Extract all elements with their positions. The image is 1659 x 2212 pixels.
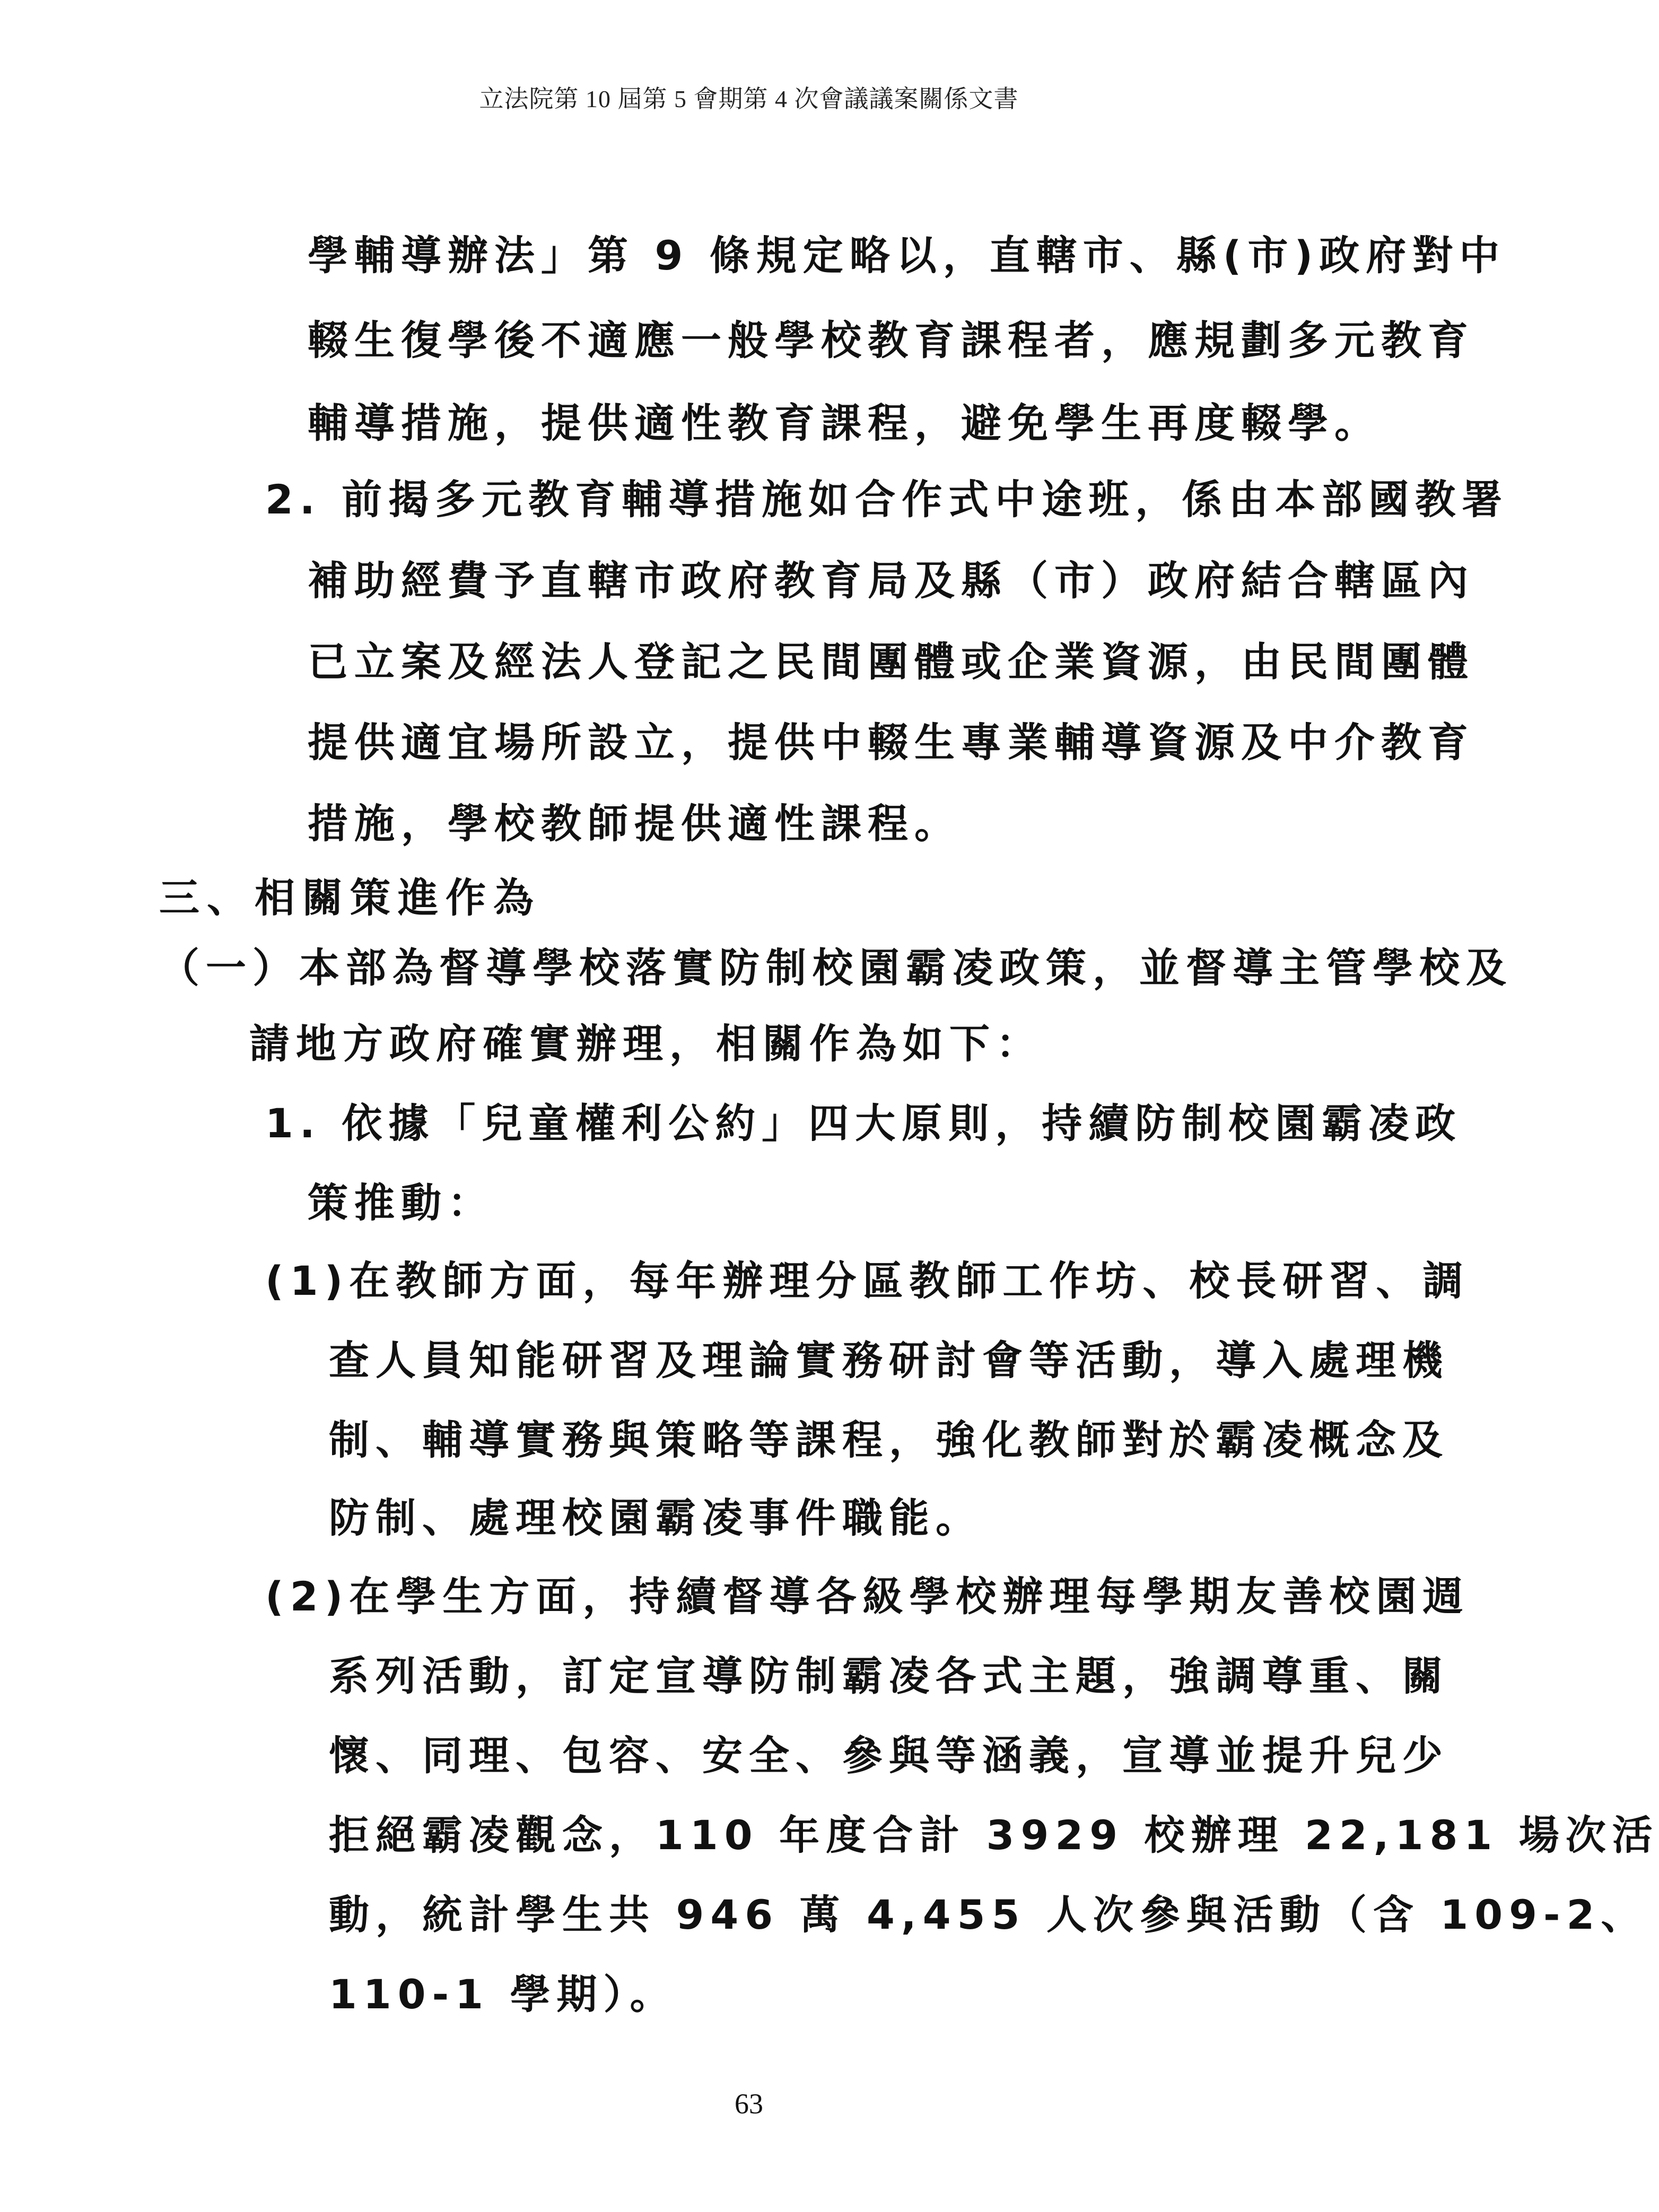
- body-line: 策推動：: [308, 1179, 494, 1226]
- body-line: 系列活動，訂定宣導防制霸凌各式主題，強調尊重、關: [329, 1652, 1449, 1700]
- body-line: 制、輔導實務與策略等課程，強化教師對於霸凌概念及: [329, 1416, 1449, 1464]
- body-line: 查人員知能研習及理論實務研討會等活動，導入處理機: [329, 1337, 1449, 1384]
- body-line: 110-1 學期）。: [329, 1971, 677, 2018]
- body-line: 防制、處理校園霸凌事件職能。: [329, 1494, 982, 1542]
- body-line: 措施，學校教師提供適性課程。: [308, 800, 961, 847]
- list-item-1: 1. 依據「兒童權利公約」四大原則，持續防制校園霸凌政: [265, 1100, 1462, 1147]
- section-heading: 三、相關策進作為: [159, 874, 541, 921]
- subsection-1: （一）本部為督導學校落實防制校園霸凌政策，並督導主管學校及: [159, 944, 1513, 991]
- body-line: 請地方政府確實辦理，相關作為如下：: [249, 1020, 1043, 1067]
- body-line: 已立案及經法人登記之民間團體或企業資源，由民間團體: [308, 638, 1474, 685]
- list-item-2: 2. 前揭多元教育輔導措施如合作式中途班，係由本部國教署: [265, 476, 1509, 523]
- body-line: 學輔導辦法」第 9 條規定略以，直轄市、縣(市)政府對中: [308, 232, 1506, 279]
- body-line: 輟生復學後不適應一般學校教育課程者，應規劃多元教育: [308, 317, 1474, 364]
- body-line: 動，統計學生共 946 萬 4,455 人次參與活動（含 109-2、: [329, 1891, 1648, 1938]
- sub-item-2: (2)在學生方面，持續督導各級學校辦理每學期友善校園週: [265, 1573, 1470, 1620]
- body-line: 輔導措施，提供適性教育課程，避免學生再度輟學。: [308, 399, 1381, 447]
- sub-item-1: (1)在教師方面，每年辦理分區教師工作坊、校長研習、調: [265, 1257, 1470, 1304]
- page-header: 立法院第 10 屆第 5 會期第 4 次會議議案關係文書: [479, 85, 1019, 112]
- body-line: 拒絕霸凌觀念，110 年度合計 3929 校辦理 22,181 場次活: [329, 1812, 1659, 1859]
- body-line: 懷、同理、包容、安全、參與等涵義，宣導並提升兒少: [329, 1732, 1449, 1779]
- page-number: 63: [735, 2088, 763, 2120]
- body-line: 補助經費予直轄市政府教育局及縣（市）政府結合轄區內: [308, 557, 1474, 604]
- body-line: 提供適宜場所設立，提供中輟生專業輔導資源及中介教育: [308, 719, 1474, 766]
